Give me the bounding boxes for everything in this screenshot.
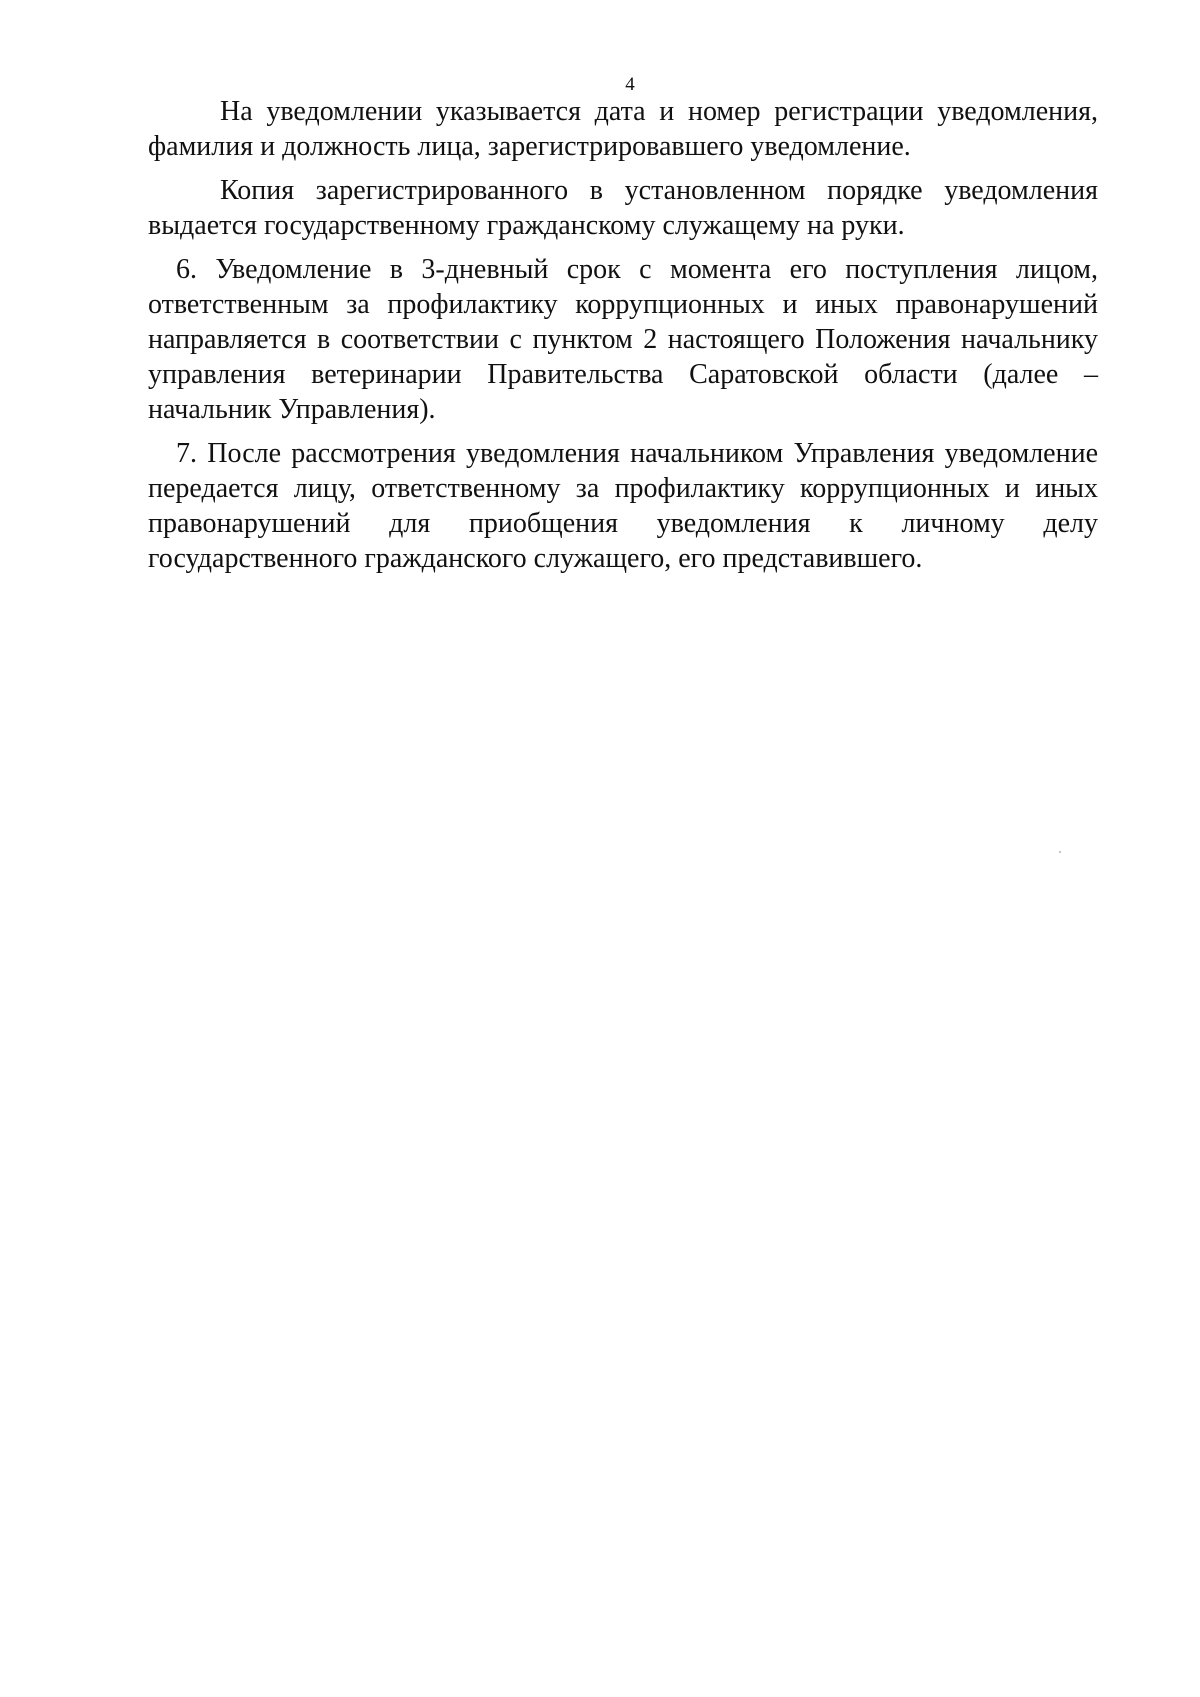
paragraph-item-7: 7. После рассмотрения уведомления начальником Управления уведомление передается лицу, ответственному за профилактику коррупционных и иных правонарушений для приобщения уведомления к личному делу государственного гражданского служащего, его представившего. [148,438,1098,574]
paragraph-item-6: 6. Уведомление в 3-дневный срок с момента его поступления лицом, ответственным за профилактику коррупционных и иных правонарушений направляется в соответствии с пунктом 2 настоящего Положения начальнику управления ветеринарии Правительства Саратовской области (далее – начальник Управления). [148,254,1098,425]
scan-artifact [1059,851,1061,853]
page-number: 4 [625,74,635,95]
paragraph-copy-issued: Копия зарегистрированного в установленном порядке уведомления выдается государственному гражданскому служащему на руки. [148,175,1098,241]
document-body [148,94,1098,585]
paragraph-registration-details: На уведомлении указывается дата и номер регистрации уведомления, фамилия и должность лица, зарегистрировавшего уведомление. [148,96,1098,162]
